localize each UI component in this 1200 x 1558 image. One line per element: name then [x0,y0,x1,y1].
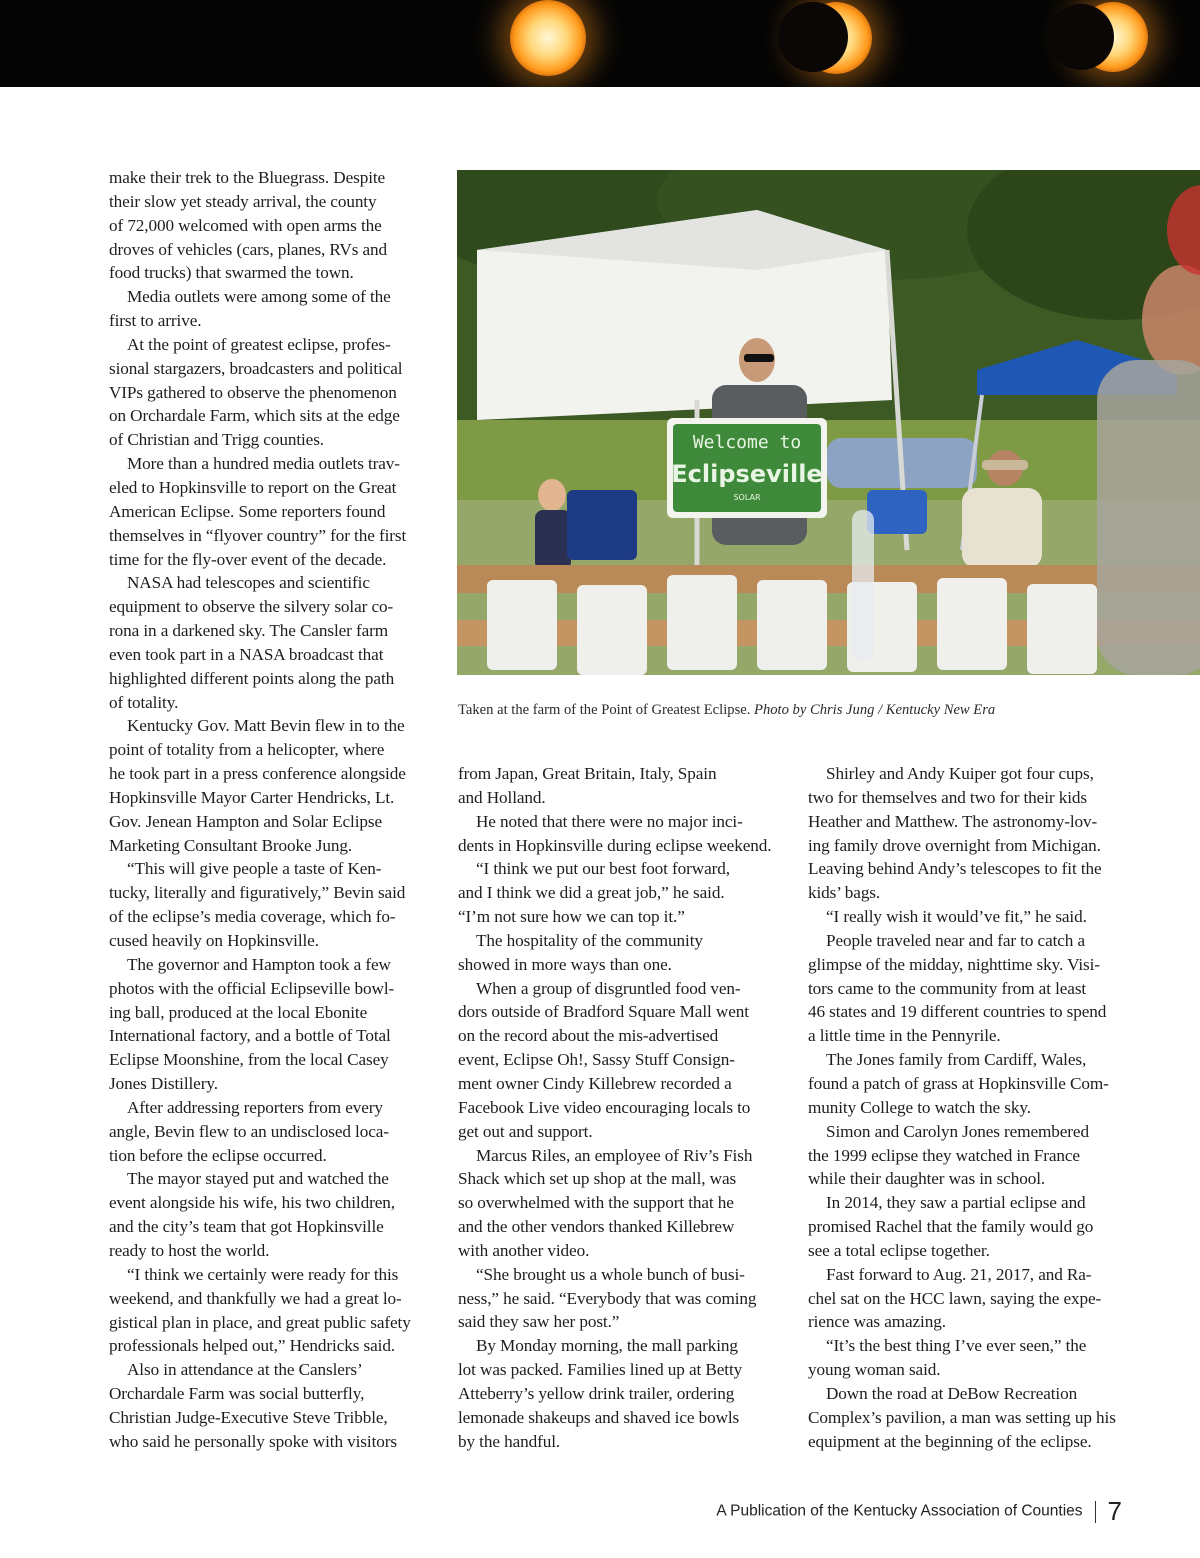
text-line: angle, Bevin flew to an undisclosed loca- [109,1121,389,1141]
text-line: photos with the official Eclipseville bowl- [109,978,395,998]
text-line: lot was packed. Families lined up at Betty [458,1360,743,1380]
text-line: Leaving behind Andy’s telescopes to fit the [808,859,1102,879]
text-line: “I’m not sure how we can top it.” [458,907,685,927]
text-line: The Jones family from Cardiff, Wales, [826,1050,1087,1070]
text-line: and the city’s team that got Hopkinsville [109,1217,384,1237]
text-line: He noted that there were no major inci- [476,811,743,831]
page-footer [716,1496,1122,1527]
text-line: rience was amazing. [808,1312,946,1332]
text-line: see a total eclipse together. [808,1240,990,1260]
eclipse-banner [0,0,1200,87]
moon-shadow-icon [778,2,848,72]
article-column-1 [109,166,429,1454]
text-line: glimpse of the midday, nighttime sky. Visi- [808,954,1100,974]
text-line: and the other vendors thanked Killebrew [458,1217,735,1237]
photo-caption [458,700,1178,720]
text-line: The governor and Hampton took a few [127,954,391,974]
moon-shadow-icon [1048,4,1114,70]
text-line: The mayor stayed put and watched the [127,1169,389,1189]
event-photo [457,170,1200,675]
text-line: showed in more ways than one. [458,954,672,974]
text-line: found a patch of grass at Hopkinsville Com- [808,1073,1109,1093]
text-line: themselves in “flyover country” for the first [109,525,407,545]
text-line: In 2014, they saw a partial eclipse and [826,1193,1086,1213]
text-line: ready to host the world. [109,1240,270,1260]
text-line: first to arrive. [109,311,202,331]
text-line: Atteberry’s yellow drink trailer, ordering [458,1383,735,1403]
text-line: of Christian and Trigg counties. [109,430,324,450]
text-line: time for the fly-over event of the decade. [109,549,387,569]
text-line: their slow yet steady arrival, the county [109,191,377,211]
text-line: Complex’s pavilion, a man was setting up his [808,1407,1116,1427]
text-line: lemonade shakeups and shaved ice bowls [458,1407,740,1427]
text-line: of the eclipse’s media coverage, which fo- [109,907,396,927]
text-line: even took part in a NASA broadcast that [109,644,384,664]
text-line: “I really wish it would’ve fit,” he said. [826,907,1087,927]
text-line: American Eclipse. Some reporters found [109,501,386,521]
text-line: on Orchardale Farm, which sits at the edge [109,406,400,426]
text-line: When a group of disgruntled food ven- [476,978,741,998]
text-line: People traveled near and far to catch a [826,930,1086,950]
page-number: 7 [1107,1496,1122,1526]
text-line: professionals helped out,” Hendricks said. [109,1336,396,1356]
text-line: promised Rachel that the family would go [808,1217,1094,1237]
sign-welcome-text: Welcome to [692,432,802,453]
text-line: event, Eclipse Oh!, Sassy Stuff Consign- [458,1050,735,1070]
article-column-2 [458,762,778,1453]
footer-divider [1095,1501,1096,1523]
caption-text: Taken at the farm of the Point of Greatest Eclipse. [458,702,751,718]
text-line: ness,” he said. “Everybody that was coming [458,1288,757,1308]
sun-full-icon [510,0,586,76]
sign-eclipseville-text: Eclipseville [671,460,823,488]
text-line: gistical plan in place, and great public safety [109,1312,411,1332]
text-line: 46 states and 19 different countries to spend [808,1002,1107,1022]
text-line: tion before the eclipse occurred. [109,1145,327,1165]
text-line: who said he personally spoke with visitors [109,1431,397,1451]
text-line: Down the road at DeBow Recreation [826,1383,1078,1403]
text-line: Shirley and Andy Kuiper got four cups, [826,764,1094,783]
text-line: said they saw her post.” [458,1312,620,1332]
text-line: dors outside of Bradford Square Mall went [458,1002,749,1022]
text-line: By Monday morning, the mall parking [476,1336,738,1356]
text-line: Gov. Jenean Hampton and Solar Eclipse [109,811,382,831]
text-line: “This will give people a taste of Ken- [127,859,382,879]
text-line: young woman said. [808,1360,941,1380]
text-line: dents in Hopkinsville during eclipse weekend. [458,835,772,855]
text-line: Christian Judge-Executive Steve Tribble, [109,1407,388,1427]
text-line: on the record about the mis-advertised [458,1026,719,1046]
text-line: of totality. [109,692,179,712]
text-line: food trucks) that swarmed the town. [109,263,354,283]
text-line: More than a hundred media outlets trav- [127,454,400,474]
text-line: equipment to observe the silvery solar co- [109,597,394,617]
text-line: ing family drove overnight from Michigan. [808,835,1101,855]
text-line: “It’s the best thing I’ve ever seen,” the [826,1336,1087,1356]
text-line: Kentucky Gov. Matt Bevin flew in to the [127,716,405,736]
text-line: tucky, literally and figuratively,” Bevin said [109,883,406,903]
text-line: International factory, and a bottle of Total [109,1026,391,1046]
text-line: “She brought us a whole bunch of busi- [476,1264,745,1284]
text-line: Jones Distillery. [109,1074,218,1094]
text-line: Eclipse Moonshine, from the local Casey [109,1050,389,1070]
text-line: and Holland. [458,787,546,807]
text-line: he took part in a press conference alongside [109,764,406,784]
text-line: Media outlets were among some of the [127,287,391,307]
text-line: Hopkinsville Mayor Carter Hendricks, Lt. [109,787,395,807]
text-line: Simon and Carolyn Jones remembered [826,1121,1089,1141]
text-line: Heather and Matthew. The astronomy-lov- [808,811,1098,831]
text-line: droves of vehicles (cars, planes, RVs and [109,239,388,259]
text-line: Fast forward to Aug. 21, 2017, and Ra- [826,1264,1092,1284]
text-line: rona in a darkened sky. The Cansler farm [109,621,389,641]
text-line: highlighted different points along the path [109,668,395,688]
text-line: VIPs gathered to observe the phenomenon [109,382,397,402]
text-line: weekend, and thankfully we had a great lo- [109,1288,402,1308]
text-line: NASA had telescopes and scientific [127,573,370,593]
text-line: Marcus Riles, an employee of Riv’s Fish [476,1145,753,1165]
text-line: from Japan, Great Britain, Italy, Spain [458,764,717,783]
text-line: Shack which set up shop at the mall, was [458,1169,737,1189]
text-line: eled to Hopkinsville to report on the Great [109,477,397,497]
text-line: sional stargazers, broadcasters and political [109,358,403,378]
text-line: ing ball, produced at the local Ebonite [109,1002,368,1022]
photo-credit: Photo by Chris Jung / Kentucky New Era [754,702,996,718]
text-line: make their trek to the Bluegrass. Despite [109,168,386,187]
text-line: by the handful. [458,1431,561,1451]
text-line: After addressing reporters from every [127,1097,383,1117]
text-line: a little time in the Pennyrile. [808,1026,1001,1046]
text-line: of 72,000 welcomed with open arms the [109,215,382,235]
text-line: Orchardale Farm was social butterfly, [109,1384,365,1404]
text-line: Facebook Live video encouraging locals to [458,1097,751,1117]
publication-name: A Publication of the Kentucky Association of Counties [716,1502,1083,1520]
text-line: “I think we certainly were ready for this [127,1264,399,1284]
text-line: At the point of greatest eclipse, profes- [127,334,391,354]
text-line: munity College to watch the sky. [808,1097,1031,1117]
text-line: Also in attendance at the Canslers’ [127,1360,363,1380]
text-line: tors came to the community from at least [808,978,1087,998]
sign-small-text: SOLAR [733,493,761,502]
text-line: so overwhelmed with the support that he [458,1193,734,1213]
text-line: equipment at the beginning of the eclipse. [808,1431,1092,1451]
text-line: cused heavily on Hopkinsville. [109,931,319,950]
text-line: event alongside his wife, his two children, [109,1193,395,1213]
text-line: ment owner Cindy Killebrew recorded a [458,1073,732,1093]
text-line: kids’ bags. [808,883,881,903]
text-line: and I think we did a great job,” he said. [458,883,725,903]
text-line: Marketing Consultant Brooke Jung. [109,835,353,855]
text-line: The hospitality of the community [476,930,703,950]
article-column-3 [808,762,1128,1453]
text-line: point of totality from a helicopter, where [109,740,385,760]
text-line: two for themselves and two for their kids [808,787,1087,807]
text-line: “I think we put our best foot forward, [476,859,730,879]
text-line: the 1999 eclipse they watched in France [808,1145,1080,1165]
text-line: with another video. [458,1240,590,1260]
text-line: while their daughter was in school. [808,1169,1046,1189]
text-line: chel sat on the HCC lawn, saying the expe- [808,1288,1102,1308]
text-line: get out and support. [458,1121,593,1141]
